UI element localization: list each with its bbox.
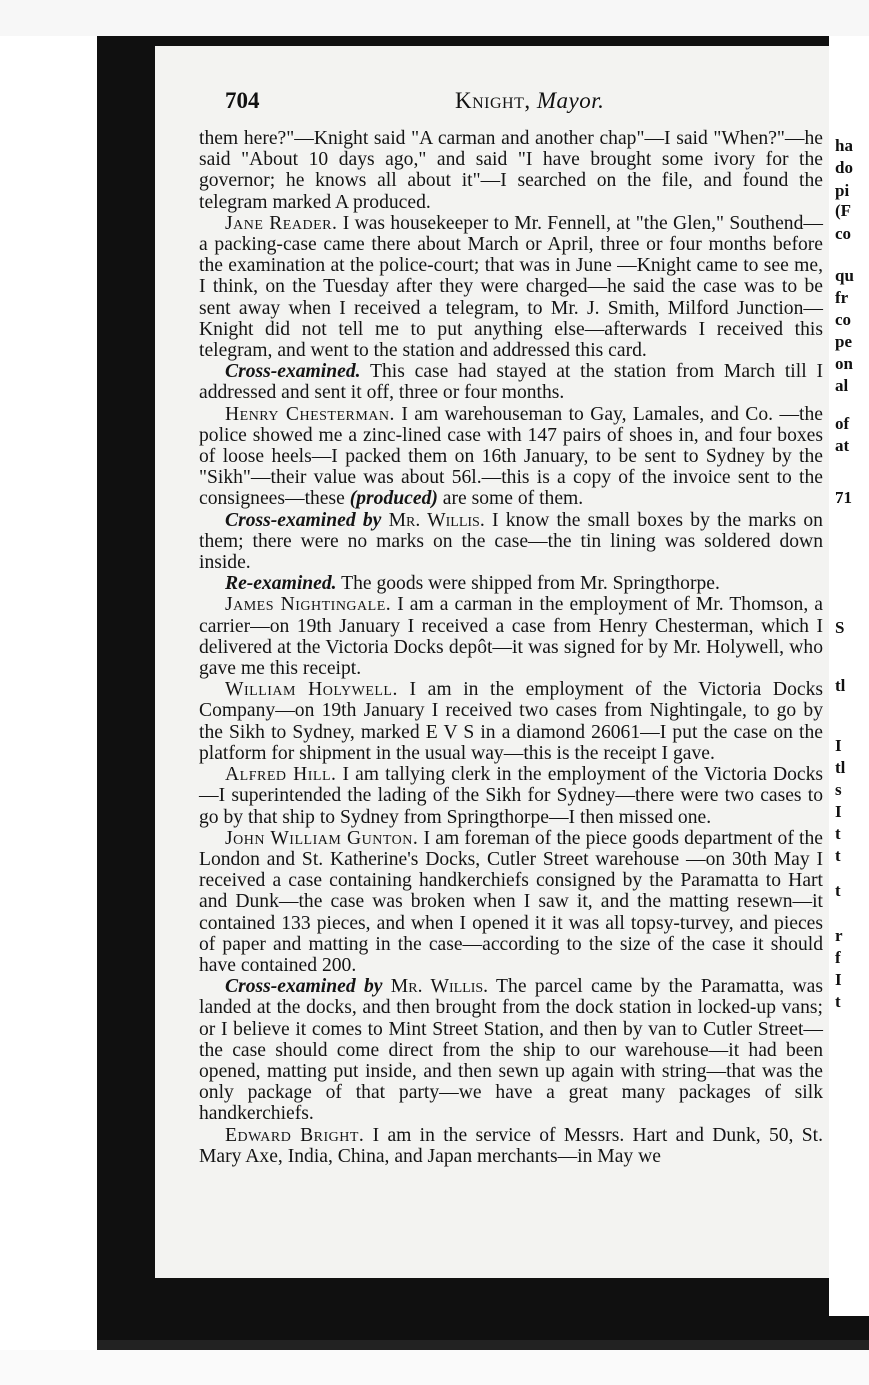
scan-bottom-margin xyxy=(0,1350,869,1385)
paragraph xyxy=(199,510,823,574)
paragraph-text: The parcel came by the Paramatta, was landed at the docks, and then brought from the dock station in locked-up vans; or I believe it comes to Mint Street Station, and then by van to Cutler Street—the case should come direct from the ship to our warehouse—it had been opened, matting put inside, and then sewn up again with string—that was the only package of that party—we have a great many packages of silk handkerchiefs. xyxy=(199,976,823,1125)
witness-name: Jane Reader. xyxy=(225,212,338,234)
paragraph-text: I am foreman of the piece goods department of the London and St. Katherine's Docks, Cutler Street warehouse —on 30th May I received a case containing handkerchiefs consigned by the Paramatta to Hart and Dunk—the case was broken when I saw it, and the matting resewn—it contained 133 pieces, and when I opened it it was all topsy-turvey, and pieces of paper and matting in the case—according to the size of the case it should have contained 200. xyxy=(199,827,823,976)
paragraph xyxy=(199,1125,823,1167)
testimony-body xyxy=(199,128,823,1167)
produced-note: (produced) xyxy=(349,488,438,510)
running-head-title: Mayor. xyxy=(536,88,605,113)
margin-fragment: fr xyxy=(835,288,849,307)
margin-fragment: on xyxy=(835,354,853,373)
margin-fragment: al xyxy=(835,376,849,395)
paragraph-text: This case had stayed at the station from March till I addressed and sent it off, three or four months. xyxy=(199,361,823,404)
margin-fragment: t xyxy=(835,992,841,1011)
witness-name: John William Gunton. xyxy=(225,827,419,849)
margin-fragment: r xyxy=(835,926,843,945)
paragraph xyxy=(199,404,823,510)
margin-fragment: (F xyxy=(835,201,852,220)
margin-fragment: t xyxy=(835,824,841,843)
paragraph xyxy=(199,128,823,213)
paragraph-text: I was housekeeper to Mr. Fennell, at "the Glen," Southend—a packing-case came there about March or April, three or four months before the examination at the police-court; that was in June —Knight came to see me, I think, on the Tuesday after they were charged—he said the case was to be sent away when I received a telegram, to Mr. J. Smith, Milford Junction—Knight did not tell me to put anything else—afterwards I received this telegram, and went to the station and addressed this card. xyxy=(199,212,823,362)
paragraph xyxy=(199,828,823,976)
paragraph-text: I am in the employment of the Victoria Docks Company—on 19th January I received two cases from Nightingale, to go by the Sikh to Sydney, marked E V S in a diamond 26061—I put the case on the platform for shipment in the usual way—this is the receipt I gave. xyxy=(199,679,823,764)
examination-label: Cross-examined. xyxy=(225,361,361,383)
page-bottom-edge xyxy=(97,1340,869,1350)
margin-fragment: tl xyxy=(835,758,846,777)
running-head xyxy=(455,88,604,114)
margin-fragment: t xyxy=(835,881,841,900)
margin-fragment: I xyxy=(835,736,842,755)
paragraph xyxy=(199,573,823,594)
margin-fragment: at xyxy=(835,436,850,455)
paragraph-text: are some of them. xyxy=(437,488,584,510)
margin-fragment: pe xyxy=(835,332,852,351)
witness-name: James Nightingale. xyxy=(225,594,392,616)
margin-fragment: S xyxy=(835,618,845,637)
examination-label: Cross-examined by xyxy=(225,509,382,531)
margin-fragment: co xyxy=(835,310,852,329)
margin-fragment: t xyxy=(835,846,841,865)
witness-name: Alfred Hill. xyxy=(225,764,337,786)
witness-name: Edward Bright. xyxy=(225,1124,365,1146)
facing-page-edge xyxy=(829,36,869,1316)
page-header xyxy=(225,88,819,118)
paragraph xyxy=(199,976,823,1124)
margin-fragment: 71 xyxy=(835,488,852,507)
paragraph xyxy=(199,361,823,403)
margin-fragment: do xyxy=(835,158,853,177)
paragraph xyxy=(199,679,823,764)
paragraph-text: I am in the service of Messrs. Hart and Dunk, 50, St. Mary Axe, India, China, and Japan merchants—in May we xyxy=(199,1124,823,1167)
paragraph-text: I am tallying clerk in the employment of the Victoria Docks—I superintended the lading of the Sikh for Sydney—there were two cases to go by that ship to Sydney from Springthorpe—I then missed one. xyxy=(199,764,824,828)
margin-fragment: tl xyxy=(835,676,846,695)
counsel-name: Mr. Willis. xyxy=(382,976,489,998)
paragraph-text: I know the small boxes by the marks on them; there were no marks on the case—the tin lining was soldered down inside. xyxy=(199,509,823,574)
scan-top-margin xyxy=(0,0,869,36)
witness-name: Henry Chesterman. xyxy=(225,403,395,425)
margin-fragment: of xyxy=(835,414,850,433)
margin-fragment: co xyxy=(835,224,852,243)
examination-label: Cross-examined by xyxy=(225,976,383,998)
page-number: 704 xyxy=(225,88,260,113)
margin-fragment: f xyxy=(835,948,841,967)
paragraph xyxy=(199,594,823,679)
paragraph-text: I am a carman in the employment of Mr. Thomson, a carrier—on 19th January I received a case from Henry Chesterman, which I delivered at the Victoria Docks depôt—it was signed for by Mr. Holywell, who gave me this receipt. xyxy=(199,594,824,680)
witness-name: William Holywell. xyxy=(225,679,398,701)
margin-fragment: pi xyxy=(835,181,850,200)
paragraph-text: I am warehouseman to Gay, Lamales, and Co. —the police showed me a zinc-lined case with 147 pairs of shoes in, and four boxes of loose heels—I packed them on 16th January, to be sent to Sydney by the "Sikh"—their value was about 56l.—this is a copy of the invoice sent to the consignees—these xyxy=(199,403,823,510)
paragraph-text: them here?"—Knight said "A carman and another chap"—I said "When?"—he said "About 10 days ago," and said "I have brought some ivory for the governor; he knows all about it"—I searched on the file, and found the telegram marked A produced. xyxy=(199,128,823,213)
margin-fragment: s xyxy=(835,780,842,799)
examination-label: Re-examined. xyxy=(225,573,337,595)
running-head-name: Knight, xyxy=(455,88,531,113)
paragraph xyxy=(199,764,823,828)
margin-fragment: I xyxy=(835,970,842,989)
margin-fragment: ha xyxy=(835,136,853,155)
margin-fragment: I xyxy=(835,802,842,821)
margin-fragment: qu xyxy=(835,266,854,285)
paragraph xyxy=(199,213,823,361)
counsel-name: Mr. Willis. xyxy=(381,509,485,531)
paragraph-text: The goods were shipped from Mr. Springthorpe. xyxy=(336,573,720,595)
